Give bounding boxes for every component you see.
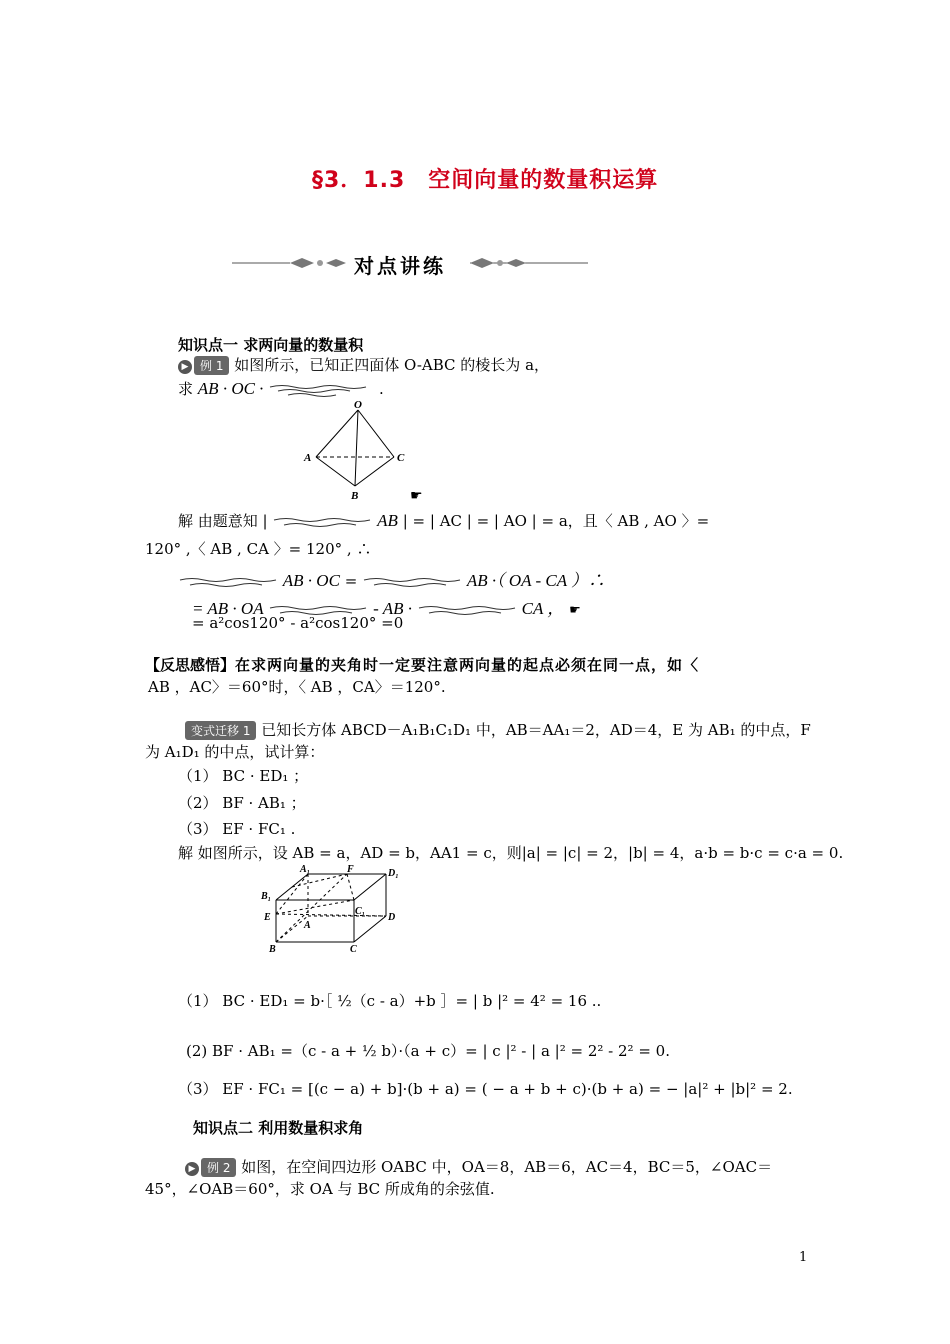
- reflection-line2: AB ，AC〉＝60°时，〈 AB ，CA〉＝120°.: [148, 678, 446, 696]
- page-number: 1: [799, 1250, 808, 1265]
- arrow-squiggle: [417, 603, 517, 617]
- cuboid-figure: [258, 862, 408, 954]
- section-banner: [232, 252, 588, 278]
- tet-label-C: C: [397, 452, 405, 464]
- example-1-tag: 例 1: [194, 356, 229, 375]
- arrow-squiggle: [272, 515, 372, 529]
- calc-1: （1） BC · ED₁ = b·［ ½（c - a）+b ］= | b |² = 4² = 16 ..: [178, 992, 602, 1010]
- pointer-icon: ☛: [569, 603, 581, 618]
- example-1-ask: [178, 378, 384, 399]
- tet-label-B: B: [351, 490, 359, 502]
- sol1-line2: 120° ,〈 AB , CA 〉= 120° , ∴: [145, 540, 372, 558]
- variant-1-question: [185, 719, 811, 740]
- play-icon: ▶: [178, 360, 192, 374]
- banner-title: 对点讲练: [352, 250, 448, 279]
- example-2-line2: 45°，∠OAB＝60°，求 OA 与 BC 所成角的余弦值.: [145, 1180, 495, 1198]
- sol1-l4b: - AB ·: [373, 599, 413, 618]
- sol1-l1a: 解 由题意知 |: [178, 512, 268, 530]
- ask-prefix: 求: [178, 380, 194, 398]
- arrow-squiggle: [362, 575, 462, 589]
- calc-2: (2) BF · AB₁ =（c - a + ½ b）·（a + c）= | c |² - | a |² = 2² - 2² = 0.: [186, 1042, 670, 1060]
- ask-vectors: AB · OC ·: [197, 379, 264, 398]
- calc-3: （3） EF · FC₁ = [(c − a) + b]·(b + a) = ( − a + b + c)·(b + a) = − |a|² + |b|² = 2.: [178, 1080, 793, 1098]
- play-icon: ▶: [185, 1162, 199, 1176]
- pointer-icon: ☛: [410, 488, 423, 504]
- sol1-l4c: CA ，: [521, 599, 565, 618]
- variant-1-item-2: （2） BF · AB₁ ；: [178, 794, 306, 812]
- knowledge-point-2: 知识点二 利用数量积求角: [193, 1119, 364, 1137]
- sol1-line5: = a²cos120° - a²cos120° =0: [192, 614, 404, 632]
- example-2-tag: 例 2: [201, 1158, 236, 1177]
- example-2-text: 如图，在空间四边形 OABC 中，OA＝8，AB＝6，AC＝4，BC＝5，∠OAC＝: [241, 1158, 773, 1176]
- box-label-C1: C₁: [355, 906, 366, 917]
- page-title: §3．1.3 空间向量的数量积运算: [312, 168, 659, 193]
- reflection-head: 【反思感悟】: [145, 656, 236, 674]
- box-label-D1: D₁: [388, 868, 399, 879]
- box-label-D: D: [388, 912, 396, 923]
- box-label-A: A: [304, 920, 311, 931]
- sol1-l3b: =: [344, 572, 358, 590]
- example-1-question: [178, 354, 549, 375]
- arrow-squiggle: [178, 575, 278, 589]
- reflection-body: 在求两向量的夹角时一定要注意两向量的起点必须在同一点，如〈: [235, 656, 700, 674]
- box-label-E: E: [264, 912, 271, 923]
- knowledge-point-1: 知识点一 求两向量的数量积: [178, 336, 364, 354]
- variant-1-text: 已知长方体 ABCD－A₁B₁C₁D₁ 中，AB＝AA₁＝2，AD＝4，E 为 AB₁ 的中点，F: [261, 721, 811, 739]
- sol1-l1c: | = | AC | = | AO | = a，且〈 AB , AO 〉=: [402, 512, 710, 530]
- sol1-l4a: = AB · OA: [192, 599, 264, 618]
- sol1-l3c: AB ·（ OA - CA ）∴: [466, 571, 606, 590]
- reflection: [145, 654, 699, 675]
- sol1-l1b: AB: [377, 511, 398, 530]
- sol1-line1: [178, 510, 709, 531]
- variant-1-tag: 变式迁移 1: [185, 721, 256, 740]
- variant-1-item-3: （3） EF · FC₁ .: [178, 820, 296, 838]
- sol1-l3a: AB · OC: [282, 571, 340, 590]
- variant-1-item-1: （1） BC · ED₁ ；: [178, 767, 309, 785]
- tet-label-O: O: [354, 399, 362, 411]
- box-label-A1: A₁: [300, 864, 311, 875]
- example-2-question: [185, 1156, 772, 1177]
- ask-end: .: [379, 380, 384, 398]
- box-label-C: C: [350, 944, 357, 954]
- tetrahedron-figure: [300, 398, 410, 503]
- arrow-squiggle: [268, 383, 374, 397]
- example-1-text: 如图所示，已知正四面体 O-ABC 的棱长为 a，: [234, 356, 550, 374]
- box-label-B1: B₁: [261, 891, 272, 902]
- tet-label-A: A: [304, 452, 312, 464]
- sol2-line1: 解 如图所示，设 AB = a，AD = b，AA1 = c，则|a| = |c| = 2，|b| = 4，a·b = b·c = c·a = 0.: [178, 844, 844, 862]
- box-label-B: B: [269, 944, 276, 954]
- sol1-line3: [178, 566, 605, 591]
- box-label-F: F: [347, 864, 354, 875]
- variant-1-line2: 为 A₁D₁ 的中点，试计算：: [145, 743, 325, 761]
